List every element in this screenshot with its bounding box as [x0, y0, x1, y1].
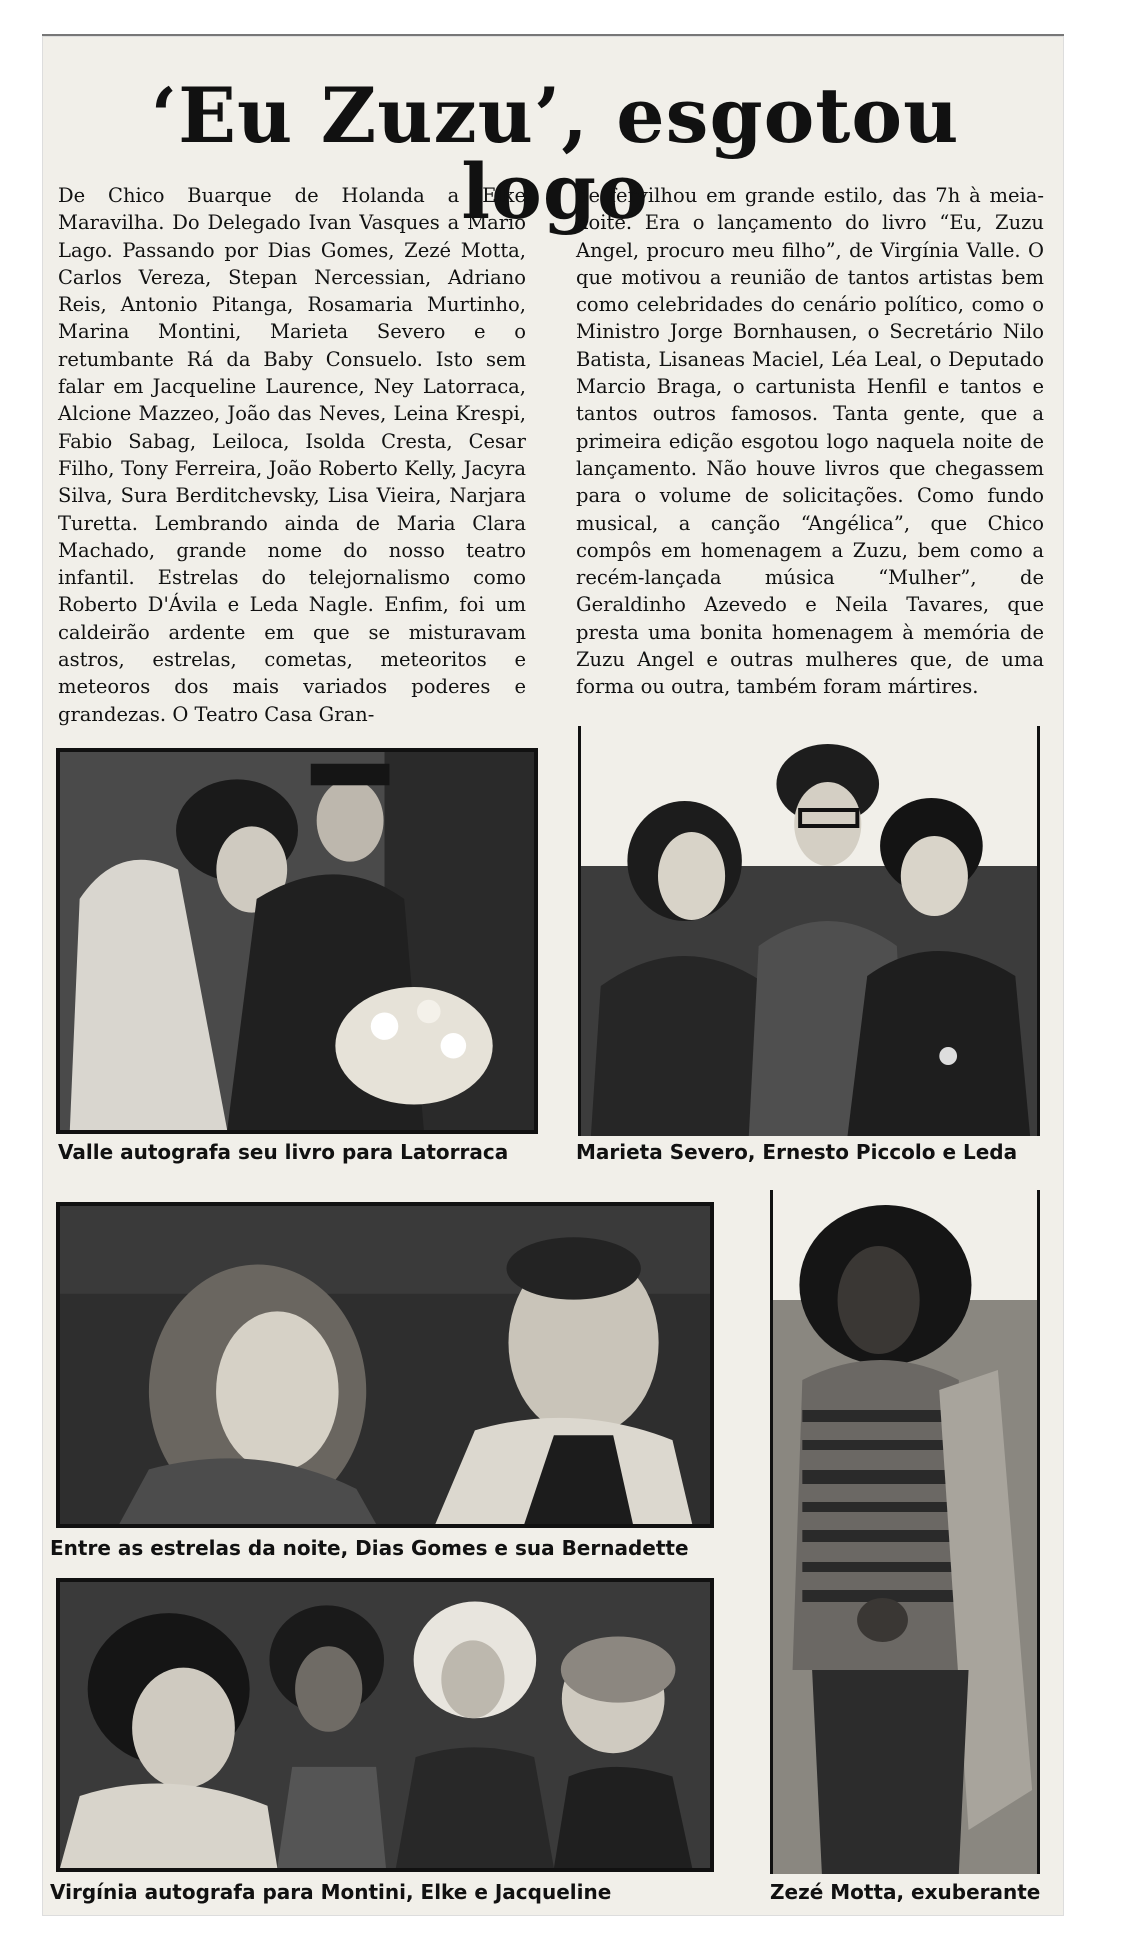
photo-marieta-ernesto-leda [578, 726, 1040, 1136]
headline: ‘Eu Zuzu’, esgotou logo [150, 71, 960, 236]
photo-virginia-montini-elke-jacqueline [56, 1578, 714, 1872]
caption-photo-virginia-montini-elke-jacqueline: Virgínia autografa para Montini, Elke e Jacqueline [50, 1880, 612, 1904]
caption-photo-zeze-motta: Zezé Motta, exuberante [770, 1880, 1041, 1904]
caption-photo-dias-gomes-bernadette: Entre as estrelas da noite, Dias Gomes e sua Bernadette [50, 1536, 689, 1560]
caption-photo-marieta-ernesto-leda: Marieta Severo, Ernesto Piccolo e Leda [576, 1140, 1018, 1164]
photo-dias-gomes-bernadette [56, 1202, 714, 1528]
photo-valle-latorraca [56, 748, 538, 1134]
article-column-left: De Chico Buarque de Holanda a Elke Maravilha. Do Delegado Ivan Vasques a Mario Lago. Passando por Dias Gomes, Zezé Motta, Carlos Vereza, Stepan Nercessian, Adriano Reis, Antonio Pitanga, Rosamaria Murtinho, Marina Montini, Marieta Severo e o retumbante Rá da Baby Consuelo. Isto sem falar em Jacqueline Laurence, Ney Latorraca, Alcione Mazzeo, João das Neves, Leina Krespi, Fabio Sabag, Leiloca, Isolda Cresta, Cesar Filho, Tony Ferreira, João Roberto Kelly, Jacyra Silva, Sura Berditchevsky, Lisa Vieira, Narjara Turetta. Lembrando ainda de Maria Clara Machado, grande nome do nosso teatro infantil. Estrelas do telejornalismo como Roberto D'Ávila e Leda Nagle. Enfim, foi um caldeirão ardente em que se misturavam astros, estrelas, cometas, meteoritos e meteoros dos mais variados poderes e grandezas. O Teatro Casa Gran- [58, 184, 526, 726]
article-column-right: de fervilhou em grande estilo, das 7h à meia-noite. Era o lançamento do livro “Eu, Zuzu Angel, procuro meu filho”, de Virgínia Valle. O que motivou a reunião de tantos artistas bem como celebridades do cenário político, como o Ministro Jorge Bornhausen, o Secretário Nilo Batista, Lisaneas Maciel, Léa Leal, o Deputado Marcio Braga, o cartunista Henfil e tantos e tantos outros famosos. Tanta gente, que a primeira edição esgotou logo naquela noite de lançamento. Não houve livros que chegassem para o volume de solicitações. Como fundo musical, a canção “Angélica”, que Chico compôs em homenagem a Zuzu, bem como a recém-lançada música “Mulher”, de Geraldinho Azevedo e Neila Tavares, que presta uma bonita homenagem à memória de Zuzu Angel e outras mulheres que, de uma forma ou outra, também foram mártires. [576, 184, 1044, 699]
photo-zeze-motta [770, 1190, 1040, 1874]
caption-photo-valle-latorraca: Valle autografa seu livro para Latorraca [58, 1140, 509, 1164]
